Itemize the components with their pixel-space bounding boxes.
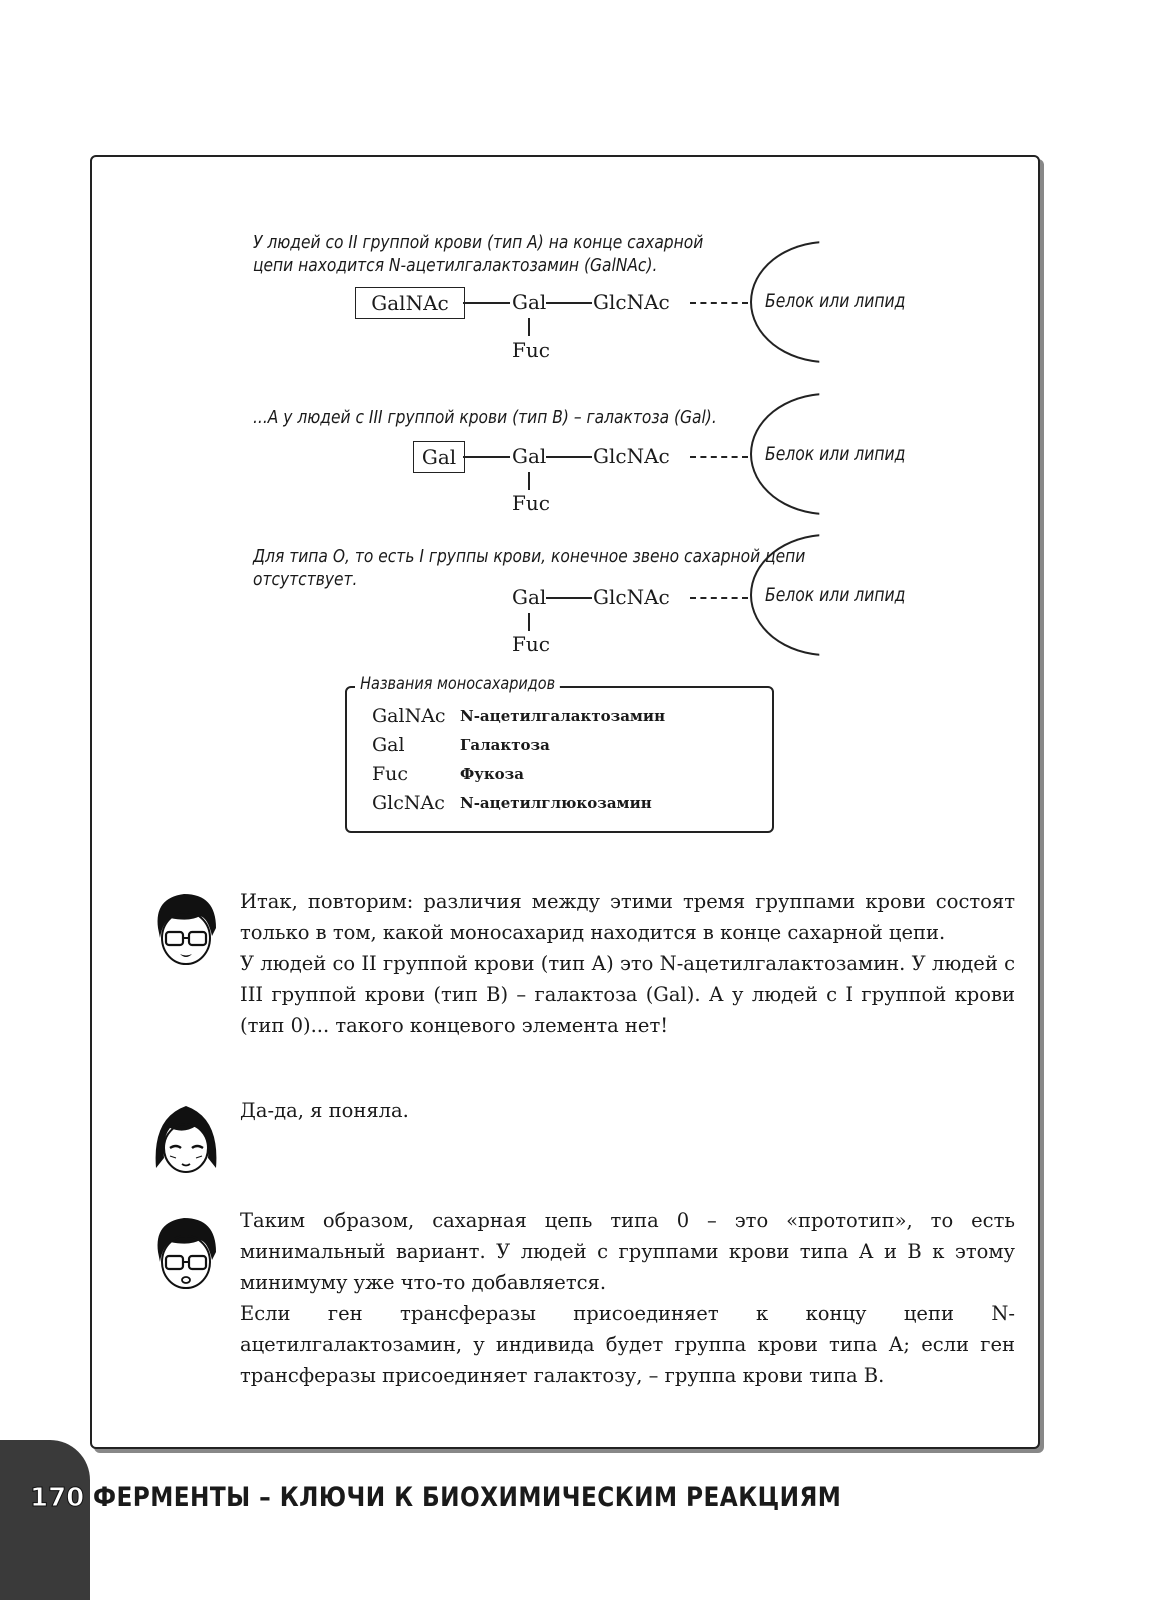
legend-full-name: N-ацетилгалактозамин [460,706,666,725]
dialogue-paragraph: Да-да, я поняла. [240,1099,409,1122]
legend-abbr: Gal [372,733,405,756]
terminal-sugar-box: Gal [413,441,465,473]
protein-label: Белок или липид [765,443,906,465]
glcnac-label: GlcNAc [593,290,670,314]
dialogue-1 [240,886,1015,1041]
legend-full-name: N-ацетилглюкозамин [460,793,652,812]
glcnac-label: GlcNAc [593,444,670,468]
terminal-sugar-box: GalNAc [355,287,465,319]
monosaccharide-legend [345,674,774,833]
page-number: 170 [30,1483,85,1513]
dashed-link [690,302,748,304]
legend-row [372,791,665,820]
legend-abbr: GalNAc [372,704,446,727]
legend-row [372,733,665,762]
legend-table [372,704,665,820]
page-corner-decoration [0,1440,90,1600]
dialogue-2 [240,1095,1015,1126]
diagram-a-caption [253,231,703,277]
caption-line: отсутствует. [253,569,358,590]
caption-line: Для типа О, то есть I группы крови, конечное звено сахарной цепи [253,546,806,567]
legend-row [372,704,665,733]
protein-label: Белок или липид [765,584,906,606]
diagram-b-caption [253,406,717,429]
bond-line [528,613,530,631]
protein-label: Белок или липид [765,290,906,312]
glcnac-label: GlcNAc [593,585,670,609]
dialogue-paragraph: Итак, повторим: различия между этими тремя группами крови состоят только в том, какой моносахарид находится в конце сахарной цепи. [240,890,1015,944]
legend-full-name: Галактоза [460,735,550,754]
girl-avatar [150,1098,222,1182]
dialogue-3 [240,1205,1015,1391]
dashed-link [690,597,748,599]
bond-line [463,456,510,458]
dialogue-paragraph: Если ген трансферазы присоединяет к концу цепи N-ацетилгалактозамин, у индивида будет группа крови типа А; если ген трансферазы присоединяет галактозу, – группа крови типа В. [240,1302,1015,1387]
legend-full-name: Фукоза [460,764,524,783]
legend-title: Названия моносахаридов [355,674,560,694]
gal-label: Gal [512,444,547,468]
caption-line: У людей со II группой крови (тип А) на конце сахарной [253,232,704,253]
bond-line [528,472,530,490]
boy-with-glasses-avatar [150,1212,222,1296]
chapter-title: ФЕРМЕНТЫ – КЛЮЧИ К БИОХИМИЧЕСКИМ РЕАКЦИЯМ [93,1482,842,1513]
dashed-link [690,456,748,458]
dialogue-paragraph: У людей со II группой крови (тип А) это N-ацетилгалактозамин. У людей с III группой крови (тип В) – галактоза (Gal). А у людей с I группой крови (тип 0)... такого концевого элемента нет! [240,952,1015,1037]
bond-line [546,597,592,599]
boy-with-glasses-avatar [150,888,222,972]
gal-label: Gal [512,290,547,314]
caption-line: цепи находится N-ацетилгалактозамин (GalNAc). [253,255,658,276]
legend-row [372,762,665,791]
fuc-label: Fuc [512,338,550,362]
fuc-label: Fuc [512,491,550,515]
caption-line: ...А у людей с III группой крови (тип В) – галактоза (Gal). [253,407,717,428]
legend-abbr: GlcNAc [372,791,445,814]
bond-line [463,302,510,304]
bond-line [546,302,592,304]
dialogue-paragraph: Таким образом, сахарная цепь типа 0 – это «прототип», то есть минимальный вариант. У людей с группами крови типа А и В к этому минимуму уже что-то добавляется. [240,1209,1015,1294]
legend-abbr: Fuc [372,762,409,785]
gal-label: Gal [512,585,547,609]
fuc-label: Fuc [512,632,550,656]
bond-line [546,456,592,458]
bond-line [528,318,530,336]
